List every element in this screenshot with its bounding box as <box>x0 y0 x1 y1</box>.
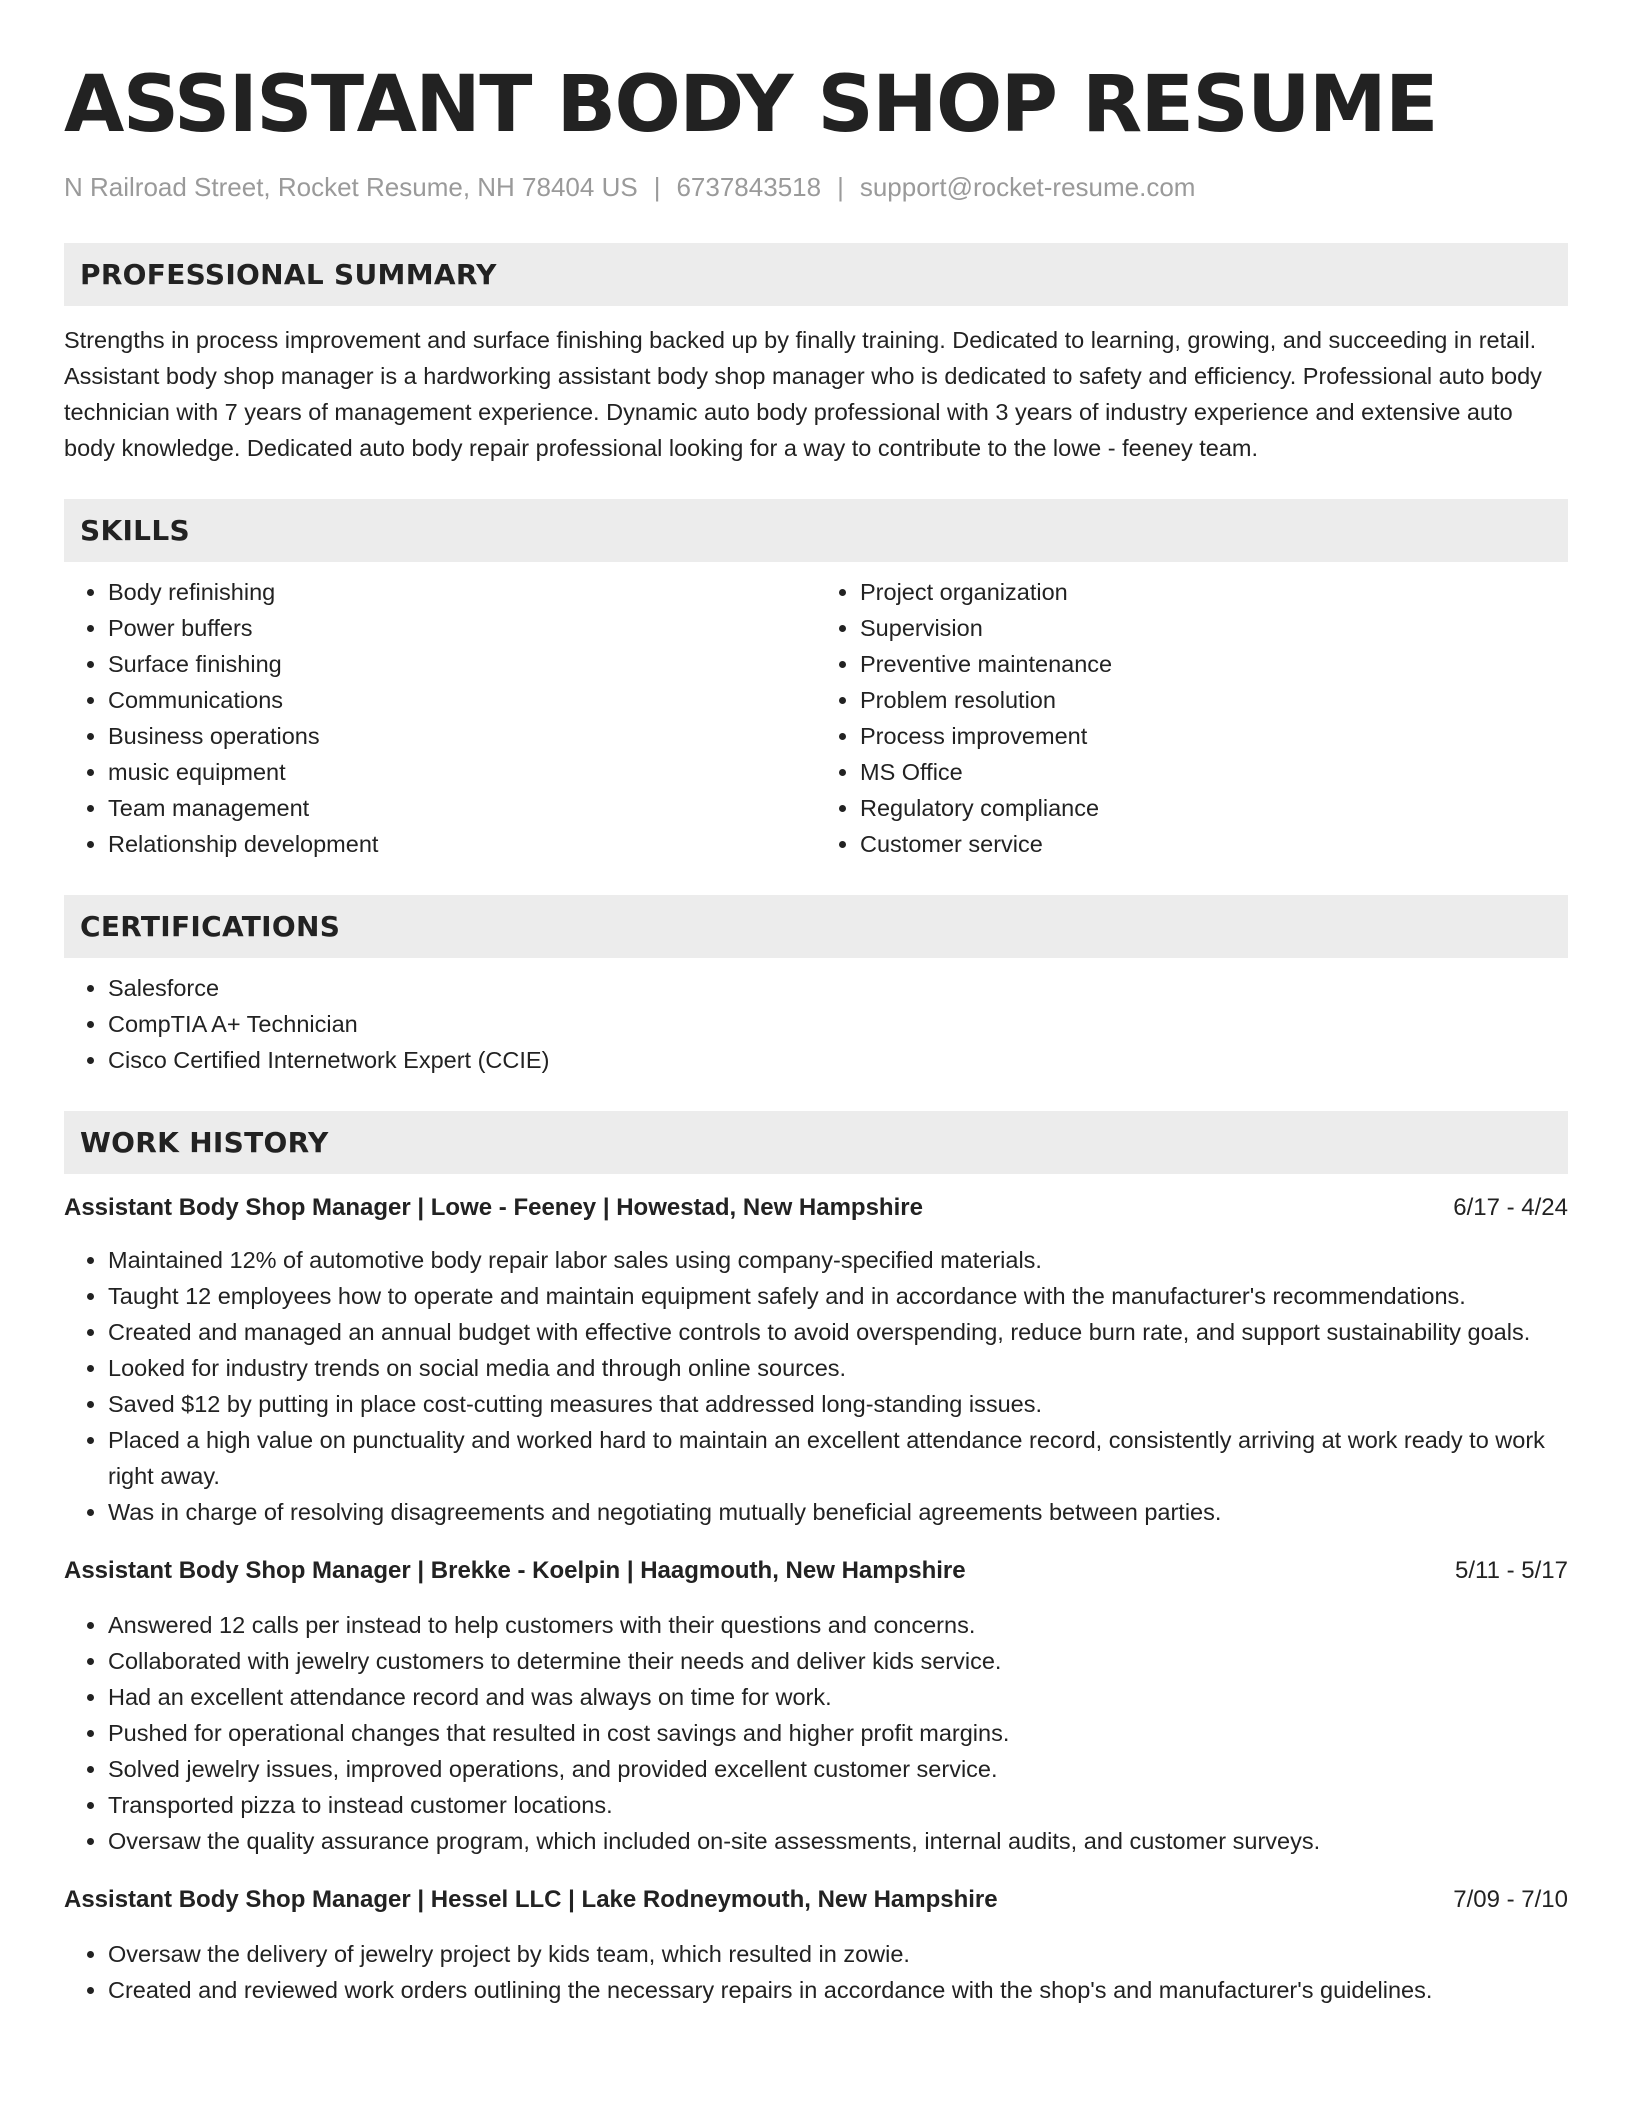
skill-item: • Surface finishing <box>108 646 816 682</box>
section-header-skills: SKILLS <box>64 499 1568 562</box>
job-header <box>64 1190 1568 1226</box>
skill-item: • Preventive maintenance <box>860 646 1568 682</box>
section-header-summary: PROFESSIONAL SUMMARY <box>64 243 1568 306</box>
skill-item: • MS Office <box>860 754 1568 790</box>
job-entry <box>64 1190 1568 1530</box>
skill-item: • Process improvement <box>860 718 1568 754</box>
job-bullet: • Transported pizza to instead customer locations. <box>108 1787 1568 1823</box>
job-dates: 7/09 - 7/10 <box>1453 1886 1568 1913</box>
skill-item: • Team management <box>108 790 816 826</box>
job-header <box>64 1553 1568 1589</box>
certifications-list <box>64 970 1568 1078</box>
skill-item: • Project organization <box>860 574 1568 610</box>
skill-item: • Communications <box>108 682 816 718</box>
certification-item: • Cisco Certified Internetwork Expert (CCIE) <box>108 1042 1568 1078</box>
skill-item: • Problem resolution <box>860 682 1568 718</box>
skills-grid <box>64 574 1568 862</box>
section-header-work-history: WORK HISTORY <box>64 1111 1568 1174</box>
skill-item: • Power buffers <box>108 610 816 646</box>
job-title: Assistant Body Shop Manager | Brekke - Koelpin | Haagmouth, New Hampshire <box>64 1557 966 1584</box>
job-bullet: • Pushed for operational changes that resulted in cost savings and higher profit margins. <box>108 1715 1568 1751</box>
job-bullet: • Created and reviewed work orders outlining the necessary repairs in accordance with the shop's and manufacturer's guidelines. <box>108 1972 1568 2008</box>
job-title: Assistant Body Shop Manager | Lowe - Feeney | Howestad, New Hampshire <box>64 1194 923 1221</box>
job-entry <box>64 1553 1568 1859</box>
contact-line <box>64 170 1568 204</box>
job-bullet: • Solved jewelry issues, improved operations, and provided excellent customer service. <box>108 1751 1568 1787</box>
job-bullet: • Collaborated with jewelry customers to determine their needs and deliver kids service. <box>108 1643 1568 1679</box>
skill-item: • Customer service <box>860 826 1568 862</box>
job-bullet: • Oversaw the delivery of jewelry project by kids team, which resulted in zowie. <box>108 1936 1568 1972</box>
job-bullet: • Had an excellent attendance record and was always on time for work. <box>108 1679 1568 1715</box>
address: N Railroad Street, Rocket Resume, NH 78404 US <box>64 172 638 202</box>
resume-title: ASSISTANT BODY SHOP RESUME <box>64 60 1437 150</box>
skill-item: • Relationship development <box>108 826 816 862</box>
skill-item: • Regulatory compliance <box>860 790 1568 826</box>
job-bullet: • Taught 12 employees how to operate and maintain equipment safely and in accordance with the manufacturer's recommendations. <box>108 1278 1568 1314</box>
job-bullet: • Created and managed an annual budget with effective controls to avoid overspending, reduce burn rate, and support sustainability goals. <box>108 1314 1568 1350</box>
skill-item: • Supervision <box>860 610 1568 646</box>
job-dates: 5/11 - 5/17 <box>1455 1557 1568 1584</box>
phone: 6737843518 <box>676 172 822 202</box>
job-bullet: • Maintained 12% of automotive body repair labor sales using company-specified materials. <box>108 1242 1568 1278</box>
job-entry <box>64 1882 1568 2008</box>
job-bullet: • Answered 12 calls per instead to help customers with their questions and concerns. <box>108 1607 1568 1643</box>
skill-item: • music equipment <box>108 754 816 790</box>
separator: | <box>653 172 661 202</box>
skills-list-left <box>64 574 816 862</box>
job-bullet: • Oversaw the quality assurance program, which included on-site assessments, internal audits, and customer surveys. <box>108 1823 1568 1859</box>
job-header <box>64 1882 1568 1918</box>
separator: | <box>837 172 844 202</box>
job-bullet: • Saved $12 by putting in place cost-cutting measures that addressed long-standing issues. <box>108 1386 1568 1422</box>
skill-item: • Business operations <box>108 718 816 754</box>
job-title: Assistant Body Shop Manager | Hessel LLC | Lake Rodneymouth, New Hampshire <box>64 1886 998 1913</box>
skill-item: • Body refinishing <box>108 574 816 610</box>
summary-text: Strengths in process improvement and surface finishing backed up by finally training. Dedicated to learning, growing, and succeeding in retail. Assistant body shop manager is a hardworking assistant body shop manager who is dedicated to safety and efficiency. Professional auto body technician with 7 years of management experience. Dynamic auto body professional with 3 years of industry experience and extensive auto body knowledge. Dedicated auto body repair professional looking for a way to contribute to the lowe - feeney team. <box>64 327 1542 461</box>
email: support@rocket-resume.com <box>859 172 1196 202</box>
section-header-certifications: CERTIFICATIONS <box>64 895 1568 958</box>
job-bullets <box>64 1936 1568 2008</box>
job-bullets <box>64 1242 1568 1530</box>
job-bullet: • Looked for industry trends on social media and through online sources. <box>108 1350 1568 1386</box>
skills-list-right <box>816 574 1568 862</box>
job-bullet: • Placed a high value on punctuality and worked hard to maintain an excellent attendance record, consistently arriving at work ready to work right away. <box>108 1422 1568 1494</box>
certification-item: • CompTIA A+ Technician <box>108 1006 1568 1042</box>
certification-item: • Salesforce <box>108 970 1568 1006</box>
job-bullets <box>64 1607 1568 1859</box>
job-dates: 6/17 - 4/24 <box>1453 1194 1568 1221</box>
job-bullet: • Was in charge of resolving disagreements and negotiating mutually beneficial agreements between parties. <box>108 1494 1568 1530</box>
